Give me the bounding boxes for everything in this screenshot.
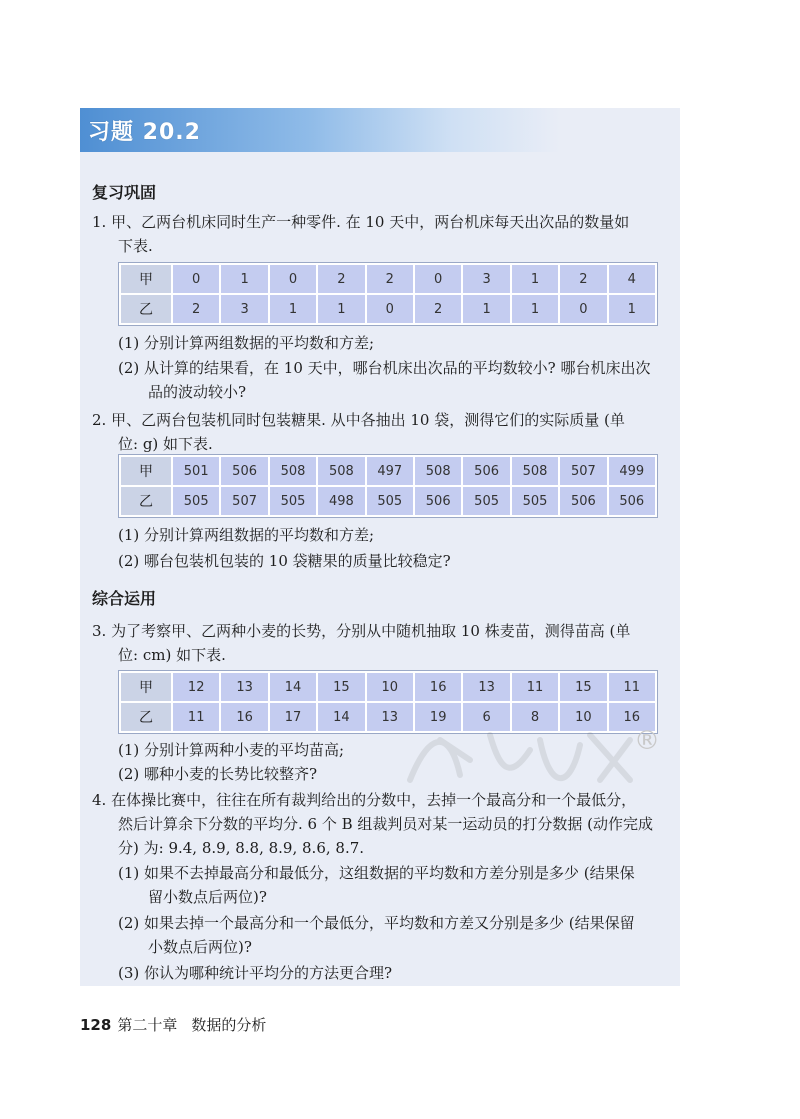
table-cell: 14 <box>270 673 316 701</box>
table-cell: 508 <box>512 457 558 485</box>
q3-line2: 位: cm) 如下表. <box>118 646 226 664</box>
table-cell: 2 <box>560 265 606 293</box>
q1-sub2-line1: (2) 从计算的结果看，在 10 天中，哪台机床出次品的平均数较小? 哪台机床出次 <box>118 359 651 377</box>
table-cell: 507 <box>560 457 606 485</box>
table-cell: 1 <box>270 295 316 323</box>
table-cell: 11 <box>609 673 655 701</box>
q4-line3: 分) 为: 9.4, 8.9, 8.8, 8.9, 8.6, 8.7. <box>118 839 365 857</box>
table-cell: 1 <box>221 265 267 293</box>
q1-sub2-line2: 品的波动较小? <box>148 383 247 401</box>
table-row-label: 乙 <box>121 487 171 515</box>
table-cell: 15 <box>318 673 364 701</box>
q4-sub3: (3) 你认为哪种统计平均分的方法更合理? <box>118 964 393 982</box>
q2-line2: 位: g) 如下表. <box>118 435 213 453</box>
table-cell: 13 <box>463 673 509 701</box>
table-cell: 508 <box>318 457 364 485</box>
q2-sub2: (2) 哪台包装机包装的 10 袋糖果的质量比较稳定? <box>118 552 451 570</box>
table-cell: 506 <box>609 487 655 515</box>
table-cell: 12 <box>173 673 219 701</box>
table-cell: 2 <box>415 295 461 323</box>
table-cell: 0 <box>367 295 413 323</box>
table-cell: 11 <box>173 703 219 731</box>
registered-mark: ® <box>634 726 660 756</box>
q1-table <box>118 262 658 326</box>
table-cell: 506 <box>415 487 461 515</box>
table-cell: 506 <box>463 457 509 485</box>
q4-line1: 4. 在体操比赛中，往往在所有裁判给出的分数中，去掉一个最高分和一个最低分， <box>92 791 637 809</box>
q1-sub1: (1) 分别计算两组数据的平均数和方差; <box>118 334 375 352</box>
table-cell: 508 <box>415 457 461 485</box>
table-cell: 2 <box>318 265 364 293</box>
q3-sub1: (1) 分别计算两种小麦的平均苗高; <box>118 741 345 759</box>
table-cell: 0 <box>270 265 316 293</box>
table-cell: 506 <box>221 457 267 485</box>
table-cell: 1 <box>463 295 509 323</box>
q1-line1: 1. 甲、乙两台机床同时生产一种零件. 在 10 天中，两台机床每天出次品的数量如 <box>92 213 630 231</box>
table-cell: 17 <box>270 703 316 731</box>
table-row-label: 甲 <box>121 673 171 701</box>
page-number: 128 <box>80 1016 112 1034</box>
table-cell: 8 <box>512 703 558 731</box>
table-cell: 16 <box>415 673 461 701</box>
table-cell: 505 <box>173 487 219 515</box>
q3-sub2: (2) 哪种小麦的长势比较整齐? <box>118 765 318 783</box>
table-cell: 14 <box>318 703 364 731</box>
table-cell: 505 <box>463 487 509 515</box>
q1-line2: 下表. <box>118 237 153 255</box>
calligraphy-watermark <box>400 720 640 800</box>
table-cell: 508 <box>270 457 316 485</box>
table-row-label: 乙 <box>121 295 171 323</box>
table-cell: 2 <box>173 295 219 323</box>
table-cell: 16 <box>221 703 267 731</box>
table-cell: 16 <box>609 703 655 731</box>
q4-line2: 然后计算余下分数的平均分. 6 个 B 组裁判员对某一运动员的打分数据 (动作完成 <box>118 815 654 833</box>
q4-sub2-line1: (2) 如果去掉一个最高分和一个最低分，平均数和方差又分别是多少 (结果保留 <box>118 914 635 932</box>
table-cell: 0 <box>415 265 461 293</box>
table-cell: 1 <box>512 295 558 323</box>
table-cell: 501 <box>173 457 219 485</box>
banner-title: 习题 20.2 <box>88 120 201 145</box>
table-cell: 1 <box>512 265 558 293</box>
table-cell: 13 <box>221 673 267 701</box>
table-cell: 3 <box>221 295 267 323</box>
q4-sub1-line1: (1) 如果不去掉最高分和最低分，这组数据的平均数和方差分别是多少 (结果保 <box>118 864 635 882</box>
exercise-banner <box>80 108 680 152</box>
table-cell: 498 <box>318 487 364 515</box>
table-cell: 0 <box>173 265 219 293</box>
table-row-label: 甲 <box>121 265 171 293</box>
table-cell: 499 <box>609 457 655 485</box>
chapter-title: 数据的分析 <box>191 1016 267 1034</box>
chapter-label: 第二十章 <box>117 1016 178 1034</box>
table-cell: 1 <box>609 295 655 323</box>
page-footer <box>80 1014 266 1035</box>
q2-table <box>118 454 658 518</box>
table-cell: 6 <box>463 703 509 731</box>
table-cell: 2 <box>367 265 413 293</box>
table-cell: 10 <box>367 673 413 701</box>
table-cell: 0 <box>560 295 606 323</box>
table-cell: 507 <box>221 487 267 515</box>
table-cell: 3 <box>463 265 509 293</box>
table-cell: 13 <box>367 703 413 731</box>
table-cell: 505 <box>512 487 558 515</box>
table-cell: 19 <box>415 703 461 731</box>
table-row-label: 乙 <box>121 703 171 731</box>
table-cell: 15 <box>560 673 606 701</box>
table-cell: 505 <box>367 487 413 515</box>
q2-sub1: (1) 分别计算两组数据的平均数和方差; <box>118 526 375 544</box>
section-apply-heading: 综合运用 <box>92 589 157 608</box>
table-cell: 506 <box>560 487 606 515</box>
q2-line1: 2. 甲、乙两台包装机同时包装糖果. 从中各抽出 10 袋，测得它们的实际质量 (单 <box>92 411 625 429</box>
q4-sub2-line2: 小数点后两位)? <box>148 938 252 956</box>
table-row-label: 甲 <box>121 457 171 485</box>
q4-sub1-line2: 留小数点后两位)? <box>148 888 267 906</box>
table-cell: 11 <box>512 673 558 701</box>
table-cell: 4 <box>609 265 655 293</box>
q3-line1: 3. 为了考察甲、乙两种小麦的长势，分别从中随机抽取 10 株麦苗，测得苗高 (单 <box>92 622 631 640</box>
section-review-heading: 复习巩固 <box>92 183 157 202</box>
table-cell: 505 <box>270 487 316 515</box>
table-cell: 1 <box>318 295 364 323</box>
table-cell: 10 <box>560 703 606 731</box>
table-cell: 497 <box>367 457 413 485</box>
